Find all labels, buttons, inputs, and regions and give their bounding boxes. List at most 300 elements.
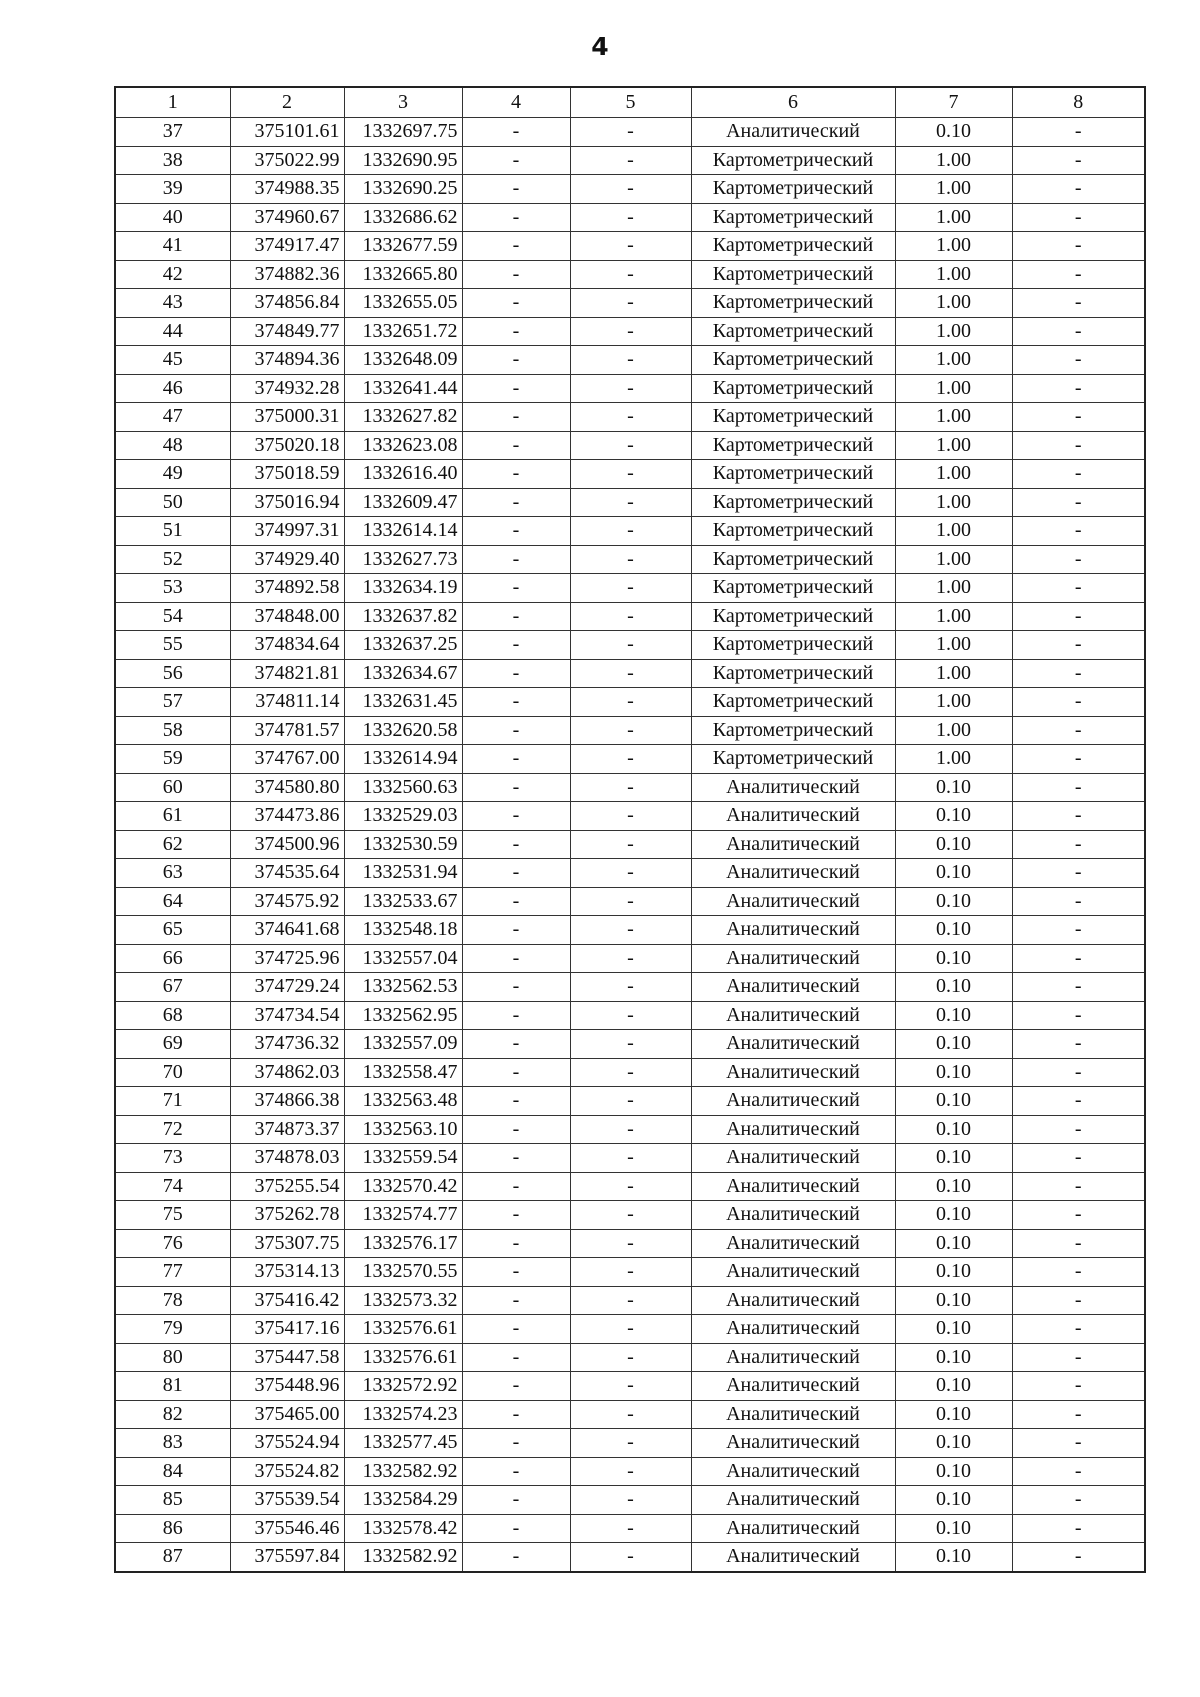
column-4-cell: - — [462, 1258, 570, 1287]
point-number-cell: 80 — [115, 1343, 230, 1372]
column-5-cell: - — [570, 830, 691, 859]
method-cell: Аналитический — [691, 118, 895, 147]
y-coordinate-cell: 1332570.42 — [344, 1172, 462, 1201]
column-8-cell: - — [1012, 688, 1145, 717]
point-number-cell: 77 — [115, 1258, 230, 1287]
table-row — [115, 346, 1145, 375]
accuracy-cell: 1.00 — [895, 203, 1012, 232]
column-8-cell: - — [1012, 1030, 1145, 1059]
table-row — [115, 317, 1145, 346]
column-8-cell: - — [1012, 802, 1145, 831]
accuracy-cell: 1.00 — [895, 460, 1012, 489]
table-row — [115, 887, 1145, 916]
method-cell: Картометрический — [691, 659, 895, 688]
column-4-cell: - — [462, 1543, 570, 1572]
column-5-cell: - — [570, 488, 691, 517]
table-row — [115, 431, 1145, 460]
point-number-cell: 58 — [115, 716, 230, 745]
x-coordinate-cell: 375417.16 — [230, 1315, 344, 1344]
column-5-cell: - — [570, 460, 691, 489]
point-number-cell: 76 — [115, 1229, 230, 1258]
x-coordinate-cell: 374811.14 — [230, 688, 344, 717]
x-coordinate-cell: 374834.64 — [230, 631, 344, 660]
point-number-cell: 46 — [115, 374, 230, 403]
table-row — [115, 1058, 1145, 1087]
table-row — [115, 802, 1145, 831]
table-row — [115, 203, 1145, 232]
table-row — [115, 118, 1145, 147]
column-5-cell: - — [570, 1429, 691, 1458]
column-8-cell: - — [1012, 631, 1145, 660]
point-number-cell: 38 — [115, 146, 230, 175]
table-row — [115, 1001, 1145, 1030]
column-8-cell: - — [1012, 1286, 1145, 1315]
column-5-cell: - — [570, 1258, 691, 1287]
method-cell: Аналитический — [691, 1115, 895, 1144]
point-number-cell: 78 — [115, 1286, 230, 1315]
column-5-cell: - — [570, 431, 691, 460]
column-header: 3 — [344, 87, 462, 118]
method-cell: Аналитический — [691, 1087, 895, 1116]
point-number-cell: 61 — [115, 802, 230, 831]
y-coordinate-cell: 1332627.73 — [344, 545, 462, 574]
point-number-cell: 70 — [115, 1058, 230, 1087]
y-coordinate-cell: 1332559.54 — [344, 1144, 462, 1173]
method-cell: Аналитический — [691, 1229, 895, 1258]
method-cell: Аналитический — [691, 1343, 895, 1372]
accuracy-cell: 1.00 — [895, 317, 1012, 346]
table-row — [115, 1514, 1145, 1543]
column-8-cell: - — [1012, 1172, 1145, 1201]
table-row — [115, 1115, 1145, 1144]
accuracy-cell: 0.10 — [895, 1286, 1012, 1315]
column-8-cell: - — [1012, 517, 1145, 546]
column-5-cell: - — [570, 403, 691, 432]
y-coordinate-cell: 1332576.17 — [344, 1229, 462, 1258]
x-coordinate-cell: 375448.96 — [230, 1372, 344, 1401]
column-5-cell: - — [570, 346, 691, 375]
x-coordinate-cell: 375524.94 — [230, 1429, 344, 1458]
x-coordinate-cell: 375255.54 — [230, 1172, 344, 1201]
coordinates-table — [114, 86, 1146, 1573]
column-8-cell: - — [1012, 317, 1145, 346]
x-coordinate-cell: 374734.54 — [230, 1001, 344, 1030]
point-number-cell: 65 — [115, 916, 230, 945]
accuracy-cell: 1.00 — [895, 602, 1012, 631]
accuracy-cell: 0.10 — [895, 1144, 1012, 1173]
column-5-cell: - — [570, 1030, 691, 1059]
column-8-cell: - — [1012, 916, 1145, 945]
point-number-cell: 55 — [115, 631, 230, 660]
method-cell: Аналитический — [691, 944, 895, 973]
point-number-cell: 48 — [115, 431, 230, 460]
x-coordinate-cell: 374856.84 — [230, 289, 344, 318]
y-coordinate-cell: 1332562.53 — [344, 973, 462, 1002]
column-4-cell: - — [462, 1201, 570, 1230]
table-row — [115, 1172, 1145, 1201]
column-4-cell: - — [462, 1087, 570, 1116]
method-cell: Картометрический — [691, 602, 895, 631]
column-5-cell: - — [570, 1543, 691, 1572]
y-coordinate-cell: 1332690.25 — [344, 175, 462, 204]
column-4-cell: - — [462, 1429, 570, 1458]
column-4-cell: - — [462, 1058, 570, 1087]
column-8-cell: - — [1012, 1543, 1145, 1572]
y-coordinate-cell: 1332616.40 — [344, 460, 462, 489]
y-coordinate-cell: 1332627.82 — [344, 403, 462, 432]
column-5-cell: - — [570, 944, 691, 973]
column-8-cell: - — [1012, 431, 1145, 460]
column-8-cell: - — [1012, 488, 1145, 517]
column-8-cell: - — [1012, 1486, 1145, 1515]
column-5-cell: - — [570, 1315, 691, 1344]
method-cell: Аналитический — [691, 1144, 895, 1173]
column-8-cell: - — [1012, 1087, 1145, 1116]
method-cell: Аналитический — [691, 1315, 895, 1344]
table-row — [115, 1543, 1145, 1572]
column-8-cell: - — [1012, 203, 1145, 232]
table-row — [115, 1315, 1145, 1344]
column-8-cell: - — [1012, 574, 1145, 603]
x-coordinate-cell: 374641.68 — [230, 916, 344, 945]
y-coordinate-cell: 1332582.92 — [344, 1543, 462, 1572]
page-number: 4 — [591, 32, 609, 61]
accuracy-cell: 0.10 — [895, 916, 1012, 945]
x-coordinate-cell: 374862.03 — [230, 1058, 344, 1087]
table-row — [115, 944, 1145, 973]
point-number-cell: 62 — [115, 830, 230, 859]
y-coordinate-cell: 1332531.94 — [344, 859, 462, 888]
method-cell: Аналитический — [691, 1030, 895, 1059]
column-header: 2 — [230, 87, 344, 118]
point-number-cell: 54 — [115, 602, 230, 631]
point-number-cell: 82 — [115, 1400, 230, 1429]
y-coordinate-cell: 1332634.19 — [344, 574, 462, 603]
x-coordinate-cell: 374932.28 — [230, 374, 344, 403]
accuracy-cell: 1.00 — [895, 289, 1012, 318]
table-row — [115, 517, 1145, 546]
table-row — [115, 973, 1145, 1002]
column-8-cell: - — [1012, 232, 1145, 261]
accuracy-cell: 0.10 — [895, 1400, 1012, 1429]
x-coordinate-cell: 375016.94 — [230, 488, 344, 517]
point-number-cell: 59 — [115, 745, 230, 774]
column-4-cell: - — [462, 1457, 570, 1486]
method-cell: Картометрический — [691, 631, 895, 660]
column-8-cell: - — [1012, 887, 1145, 916]
table-row — [115, 488, 1145, 517]
point-number-cell: 71 — [115, 1087, 230, 1116]
x-coordinate-cell: 374535.64 — [230, 859, 344, 888]
x-coordinate-cell: 374849.77 — [230, 317, 344, 346]
x-coordinate-cell: 374866.38 — [230, 1087, 344, 1116]
method-cell: Картометрический — [691, 460, 895, 489]
column-5-cell: - — [570, 802, 691, 831]
column-5-cell: - — [570, 203, 691, 232]
table-row — [115, 403, 1145, 432]
column-header: 6 — [691, 87, 895, 118]
point-number-cell: 51 — [115, 517, 230, 546]
column-8-cell: - — [1012, 1372, 1145, 1401]
x-coordinate-cell: 375307.75 — [230, 1229, 344, 1258]
accuracy-cell: 0.10 — [895, 1543, 1012, 1572]
accuracy-cell: 0.10 — [895, 859, 1012, 888]
x-coordinate-cell: 375314.13 — [230, 1258, 344, 1287]
column-8-cell: - — [1012, 1429, 1145, 1458]
column-8-cell: - — [1012, 1115, 1145, 1144]
y-coordinate-cell: 1332609.47 — [344, 488, 462, 517]
point-number-cell: 66 — [115, 944, 230, 973]
column-4-cell: - — [462, 1400, 570, 1429]
column-8-cell: - — [1012, 175, 1145, 204]
y-coordinate-cell: 1332577.45 — [344, 1429, 462, 1458]
column-4-cell: - — [462, 118, 570, 147]
column-5-cell: - — [570, 773, 691, 802]
point-number-cell: 53 — [115, 574, 230, 603]
column-4-cell: - — [462, 802, 570, 831]
method-cell: Аналитический — [691, 887, 895, 916]
column-5-cell: - — [570, 887, 691, 916]
table-row — [115, 745, 1145, 774]
column-8-cell: - — [1012, 403, 1145, 432]
table-row — [115, 716, 1145, 745]
point-number-cell: 41 — [115, 232, 230, 261]
method-cell: Аналитический — [691, 1058, 895, 1087]
y-coordinate-cell: 1332563.10 — [344, 1115, 462, 1144]
column-8-cell: - — [1012, 289, 1145, 318]
column-8-cell: - — [1012, 1001, 1145, 1030]
method-cell: Аналитический — [691, 1001, 895, 1030]
y-coordinate-cell: 1332570.55 — [344, 1258, 462, 1287]
point-number-cell: 75 — [115, 1201, 230, 1230]
accuracy-cell: 0.10 — [895, 1229, 1012, 1258]
x-coordinate-cell: 374892.58 — [230, 574, 344, 603]
column-5-cell: - — [570, 916, 691, 945]
column-4-cell: - — [462, 830, 570, 859]
column-5-cell: - — [570, 745, 691, 774]
accuracy-cell: 0.10 — [895, 1457, 1012, 1486]
accuracy-cell: 1.00 — [895, 431, 1012, 460]
column-5-cell: - — [570, 1058, 691, 1087]
table-header-row — [115, 87, 1145, 118]
x-coordinate-cell: 374500.96 — [230, 830, 344, 859]
accuracy-cell: 0.10 — [895, 118, 1012, 147]
column-5-cell: - — [570, 659, 691, 688]
y-coordinate-cell: 1332578.42 — [344, 1514, 462, 1543]
x-coordinate-cell: 374781.57 — [230, 716, 344, 745]
column-4-cell: - — [462, 745, 570, 774]
x-coordinate-cell: 374725.96 — [230, 944, 344, 973]
column-8-cell: - — [1012, 1201, 1145, 1230]
y-coordinate-cell: 1332665.80 — [344, 260, 462, 289]
method-cell: Картометрический — [691, 289, 895, 318]
column-4-cell: - — [462, 1286, 570, 1315]
column-5-cell: - — [570, 545, 691, 574]
column-5-cell: - — [570, 1172, 691, 1201]
x-coordinate-cell: 374882.36 — [230, 260, 344, 289]
y-coordinate-cell: 1332529.03 — [344, 802, 462, 831]
column-4-cell: - — [462, 146, 570, 175]
point-number-cell: 87 — [115, 1543, 230, 1572]
method-cell: Аналитический — [691, 1201, 895, 1230]
column-8-cell: - — [1012, 1457, 1145, 1486]
table-row — [115, 916, 1145, 945]
column-4-cell: - — [462, 289, 570, 318]
column-4-cell: - — [462, 1229, 570, 1258]
accuracy-cell: 1.00 — [895, 574, 1012, 603]
column-8-cell: - — [1012, 118, 1145, 147]
table-row — [115, 1258, 1145, 1287]
method-cell: Картометрический — [691, 745, 895, 774]
x-coordinate-cell: 375546.46 — [230, 1514, 344, 1543]
x-coordinate-cell: 374988.35 — [230, 175, 344, 204]
x-coordinate-cell: 374580.80 — [230, 773, 344, 802]
x-coordinate-cell: 375524.82 — [230, 1457, 344, 1486]
column-4-cell: - — [462, 688, 570, 717]
accuracy-cell: 0.10 — [895, 830, 1012, 859]
y-coordinate-cell: 1332576.61 — [344, 1315, 462, 1344]
table-row — [115, 460, 1145, 489]
method-cell: Аналитический — [691, 1457, 895, 1486]
accuracy-cell: 0.10 — [895, 1514, 1012, 1543]
column-5-cell: - — [570, 1514, 691, 1543]
x-coordinate-cell: 375022.99 — [230, 146, 344, 175]
point-number-cell: 56 — [115, 659, 230, 688]
x-coordinate-cell: 374929.40 — [230, 545, 344, 574]
table-row — [115, 659, 1145, 688]
x-coordinate-cell: 374997.31 — [230, 517, 344, 546]
y-coordinate-cell: 1332548.18 — [344, 916, 462, 945]
point-number-cell: 37 — [115, 118, 230, 147]
y-coordinate-cell: 1332690.95 — [344, 146, 462, 175]
point-number-cell: 79 — [115, 1315, 230, 1344]
accuracy-cell: 0.10 — [895, 1030, 1012, 1059]
method-cell: Аналитический — [691, 1486, 895, 1515]
y-coordinate-cell: 1332574.23 — [344, 1400, 462, 1429]
table-row — [115, 146, 1145, 175]
method-cell: Картометрический — [691, 403, 895, 432]
column-header: 5 — [570, 87, 691, 118]
x-coordinate-cell: 374917.47 — [230, 232, 344, 261]
y-coordinate-cell: 1332623.08 — [344, 431, 462, 460]
y-coordinate-cell: 1332582.92 — [344, 1457, 462, 1486]
column-5-cell: - — [570, 146, 691, 175]
accuracy-cell: 0.10 — [895, 973, 1012, 1002]
column-4-cell: - — [462, 1001, 570, 1030]
accuracy-cell: 0.10 — [895, 1115, 1012, 1144]
method-cell: Картометрический — [691, 260, 895, 289]
method-cell: Аналитический — [691, 916, 895, 945]
y-coordinate-cell: 1332562.95 — [344, 1001, 462, 1030]
accuracy-cell: 0.10 — [895, 944, 1012, 973]
y-coordinate-cell: 1332651.72 — [344, 317, 462, 346]
table-row — [115, 1343, 1145, 1372]
column-5-cell: - — [570, 1229, 691, 1258]
accuracy-cell: 1.00 — [895, 175, 1012, 204]
y-coordinate-cell: 1332614.94 — [344, 745, 462, 774]
accuracy-cell: 0.10 — [895, 1201, 1012, 1230]
table-row — [115, 688, 1145, 717]
point-number-cell: 49 — [115, 460, 230, 489]
accuracy-cell: 0.10 — [895, 802, 1012, 831]
method-cell: Аналитический — [691, 859, 895, 888]
column-4-cell: - — [462, 517, 570, 546]
table-row — [115, 1229, 1145, 1258]
table-row — [115, 773, 1145, 802]
table-row — [115, 859, 1145, 888]
column-8-cell: - — [1012, 1514, 1145, 1543]
column-4-cell: - — [462, 602, 570, 631]
table-row — [115, 602, 1145, 631]
y-coordinate-cell: 1332563.48 — [344, 1087, 462, 1116]
method-cell: Аналитический — [691, 1514, 895, 1543]
column-4-cell: - — [462, 488, 570, 517]
point-number-cell: 85 — [115, 1486, 230, 1515]
column-4-cell: - — [462, 260, 570, 289]
column-4-cell: - — [462, 1372, 570, 1401]
column-4-cell: - — [462, 574, 570, 603]
table-row — [115, 1286, 1145, 1315]
table-row — [115, 232, 1145, 261]
point-number-cell: 83 — [115, 1429, 230, 1458]
column-5-cell: - — [570, 1372, 691, 1401]
column-4-cell: - — [462, 716, 570, 745]
accuracy-cell: 1.00 — [895, 517, 1012, 546]
accuracy-cell: 1.00 — [895, 260, 1012, 289]
x-coordinate-cell: 375101.61 — [230, 118, 344, 147]
column-4-cell: - — [462, 1514, 570, 1543]
accuracy-cell: 0.10 — [895, 1486, 1012, 1515]
column-4-cell: - — [462, 1315, 570, 1344]
table-row — [115, 1486, 1145, 1515]
point-number-cell: 39 — [115, 175, 230, 204]
column-header: 4 — [462, 87, 570, 118]
column-8-cell: - — [1012, 1343, 1145, 1372]
method-cell: Аналитический — [691, 1258, 895, 1287]
table-row — [115, 631, 1145, 660]
point-number-cell: 44 — [115, 317, 230, 346]
column-8-cell: - — [1012, 346, 1145, 375]
x-coordinate-cell: 375018.59 — [230, 460, 344, 489]
method-cell: Картометрический — [691, 203, 895, 232]
y-coordinate-cell: 1332573.32 — [344, 1286, 462, 1315]
column-5-cell: - — [570, 1115, 691, 1144]
point-number-cell: 72 — [115, 1115, 230, 1144]
point-number-cell: 81 — [115, 1372, 230, 1401]
x-coordinate-cell: 374848.00 — [230, 602, 344, 631]
column-4-cell: - — [462, 944, 570, 973]
point-number-cell: 86 — [115, 1514, 230, 1543]
accuracy-cell: 0.10 — [895, 1343, 1012, 1372]
accuracy-cell: 1.00 — [895, 631, 1012, 660]
table-row — [115, 289, 1145, 318]
column-4-cell: - — [462, 545, 570, 574]
table-row — [115, 1201, 1145, 1230]
column-8-cell: - — [1012, 1144, 1145, 1173]
column-8-cell: - — [1012, 773, 1145, 802]
column-4-cell: - — [462, 1144, 570, 1173]
method-cell: Картометрический — [691, 716, 895, 745]
y-coordinate-cell: 1332677.59 — [344, 232, 462, 261]
column-8-cell: - — [1012, 973, 1145, 1002]
accuracy-cell: 0.10 — [895, 1372, 1012, 1401]
column-5-cell: - — [570, 1201, 691, 1230]
point-number-cell: 57 — [115, 688, 230, 717]
y-coordinate-cell: 1332641.44 — [344, 374, 462, 403]
table-body — [115, 87, 1145, 1572]
method-cell: Картометрический — [691, 232, 895, 261]
column-5-cell: - — [570, 688, 691, 717]
